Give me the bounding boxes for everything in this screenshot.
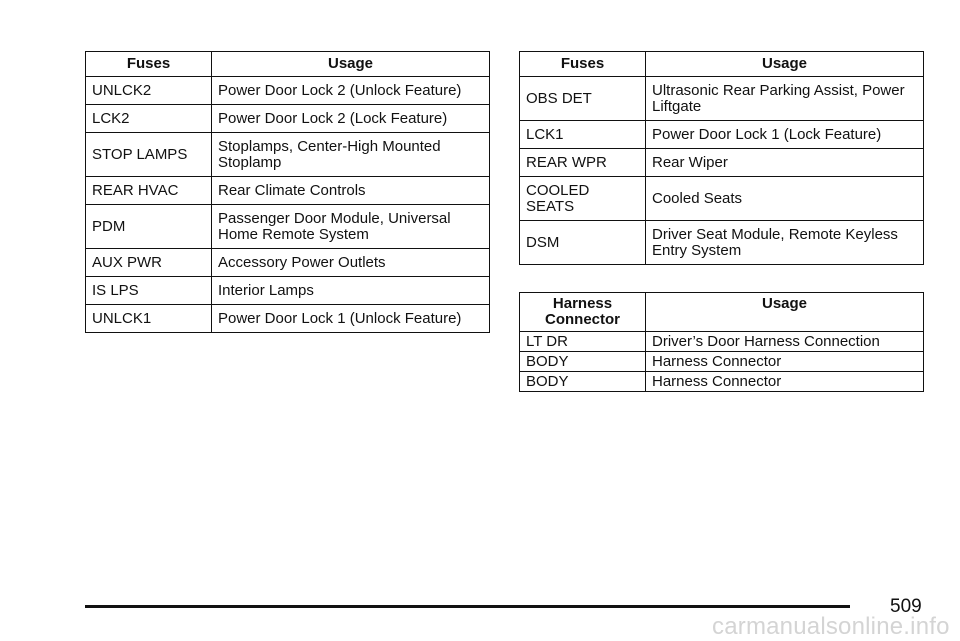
usage-cell: Interior Lamps bbox=[212, 277, 490, 305]
fuse-cell: OBS DET bbox=[520, 77, 646, 121]
usage-cell: Cooled Seats bbox=[646, 177, 924, 221]
fuse-cell: AUX PWR bbox=[86, 249, 212, 277]
table-row bbox=[86, 133, 490, 177]
fuse-cell: UNLCK2 bbox=[86, 77, 212, 105]
fuse-cell: PDM bbox=[86, 205, 212, 249]
table-row bbox=[520, 372, 924, 392]
fuse-cell: REAR WPR bbox=[520, 149, 646, 177]
connector-cell: BODY bbox=[520, 352, 646, 372]
watermark: carmanualsonline.info bbox=[712, 613, 950, 640]
table-row bbox=[520, 149, 924, 177]
table-row bbox=[520, 121, 924, 149]
fuse-table-right bbox=[519, 51, 924, 265]
usage-cell: Driver Seat Module, Remote Keyless Entry System bbox=[646, 221, 924, 265]
table-row bbox=[86, 177, 490, 205]
column-header-usage: Usage bbox=[646, 293, 924, 332]
table-row bbox=[520, 177, 924, 221]
table-row bbox=[86, 305, 490, 333]
connector-cell: LT DR bbox=[520, 332, 646, 352]
table-row bbox=[520, 332, 924, 352]
usage-cell: Rear Wiper bbox=[646, 149, 924, 177]
fuse-cell: REAR HVAC bbox=[86, 177, 212, 205]
column-header-fuses: Fuses bbox=[86, 52, 212, 77]
table-row bbox=[520, 352, 924, 372]
usage-cell: Power Door Lock 2 (Lock Feature) bbox=[212, 105, 490, 133]
fuse-cell: IS LPS bbox=[86, 277, 212, 305]
footer-rule bbox=[85, 605, 850, 608]
column-header-usage: Usage bbox=[646, 52, 924, 77]
table-row bbox=[86, 105, 490, 133]
table-row bbox=[86, 205, 490, 249]
usage-cell: Power Door Lock 1 (Unlock Feature) bbox=[212, 305, 490, 333]
usage-cell: Driver’s Door Harness Connection bbox=[646, 332, 924, 352]
usage-cell: Accessory Power Outlets bbox=[212, 249, 490, 277]
usage-cell: Passenger Door Module, Universal Home Remote System bbox=[212, 205, 490, 249]
harness-connector-table bbox=[519, 292, 924, 392]
table-row bbox=[86, 77, 490, 105]
fuse-cell: COOLED SEATS bbox=[520, 177, 646, 221]
usage-cell: Power Door Lock 1 (Lock Feature) bbox=[646, 121, 924, 149]
usage-cell: Stoplamps, Center-High Mounted Stoplamp bbox=[212, 133, 490, 177]
usage-cell: Harness Connector bbox=[646, 372, 924, 392]
column-header-fuses: Fuses bbox=[520, 52, 646, 77]
table-row bbox=[520, 77, 924, 121]
page-number: 509 bbox=[890, 596, 922, 617]
table-row bbox=[86, 277, 490, 305]
table-header-row bbox=[86, 52, 490, 77]
connector-cell: BODY bbox=[520, 372, 646, 392]
fuse-cell: DSM bbox=[520, 221, 646, 265]
column-header-usage: Usage bbox=[212, 52, 490, 77]
column-header-harness-connector: Harness Connector bbox=[520, 293, 646, 332]
fuse-cell: LCK2 bbox=[86, 105, 212, 133]
table-header-row bbox=[520, 293, 924, 332]
fuse-cell: LCK1 bbox=[520, 121, 646, 149]
usage-cell: Rear Climate Controls bbox=[212, 177, 490, 205]
table-row bbox=[520, 221, 924, 265]
fuse-cell: UNLCK1 bbox=[86, 305, 212, 333]
fuse-cell: STOP LAMPS bbox=[86, 133, 212, 177]
table-header-row bbox=[520, 52, 924, 77]
usage-cell: Power Door Lock 2 (Unlock Feature) bbox=[212, 77, 490, 105]
table-row bbox=[86, 249, 490, 277]
usage-cell: Harness Connector bbox=[646, 352, 924, 372]
usage-cell: Ultrasonic Rear Parking Assist, Power Liftgate bbox=[646, 77, 924, 121]
fuse-table-left bbox=[85, 51, 490, 333]
